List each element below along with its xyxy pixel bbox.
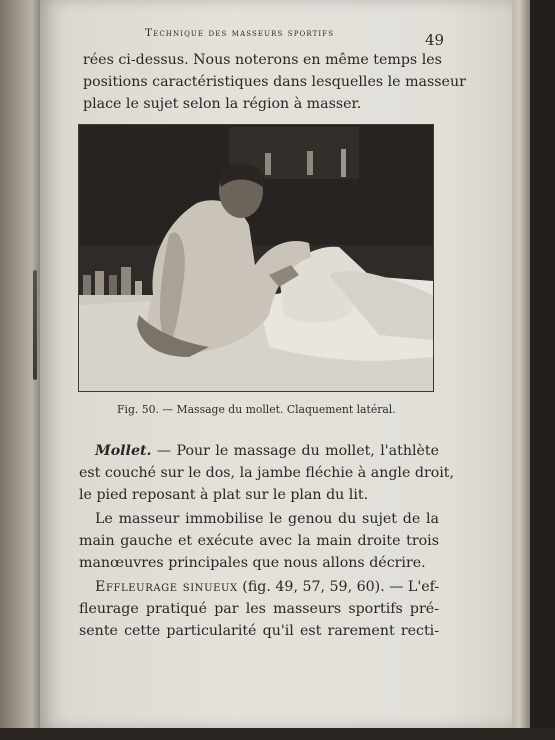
- text-line: main gauche et exécute avec la main droite trois: [79, 533, 439, 549]
- paragraph-first-line: [79, 440, 439, 462]
- term-effleurage-sinueux: Effleurage sinueux: [95, 579, 238, 595]
- page-stack-edge: [512, 0, 530, 728]
- paragraph-first-line: [79, 576, 439, 598]
- intro-line: positions caractéristiques dans lesquelles le masseur: [83, 74, 466, 90]
- text-line: sente cette particularité qu'il est rarement recti-: [79, 623, 439, 639]
- binding-stitch: [33, 270, 37, 380]
- intro-line: place le sujet selon la région à masser.: [83, 96, 362, 112]
- intro-line: rées ci-dessus. Nous noterons en même temps les: [83, 52, 442, 68]
- text-line: Le masseur immobilise le genou du sujet de la: [95, 511, 439, 527]
- text-line: fleurage pratiqué par les masseurs sportifs pré-: [79, 601, 439, 617]
- figure-caption: Fig. 50. — Massage du mollet. Claquement latéral.: [117, 403, 396, 416]
- text-run: — Pour le massage du mollet, l'athlète: [151, 443, 439, 459]
- intro-paragraph: [83, 49, 466, 115]
- figure-photograph: [78, 124, 434, 392]
- text-line: est couché sur le dos, la jambe fléchie à angle droit,: [79, 465, 455, 481]
- section-heading-mollet: Mollet.: [95, 443, 152, 459]
- background-right: [530, 0, 555, 740]
- text-line: manœuvres principales que nous allons décrire.: [79, 555, 426, 571]
- massage-photo-illustration: [79, 125, 433, 391]
- text-line: le pied reposant à plat sur le plan du lit.: [79, 487, 369, 503]
- body-text: [79, 440, 455, 642]
- running-head: Technique des masseurs sportifs: [145, 27, 335, 39]
- page-number: 49: [425, 31, 445, 49]
- background-bottom: [0, 728, 555, 740]
- text-run: (fig. 49, 57, 59, 60). — L'ef-: [237, 579, 440, 595]
